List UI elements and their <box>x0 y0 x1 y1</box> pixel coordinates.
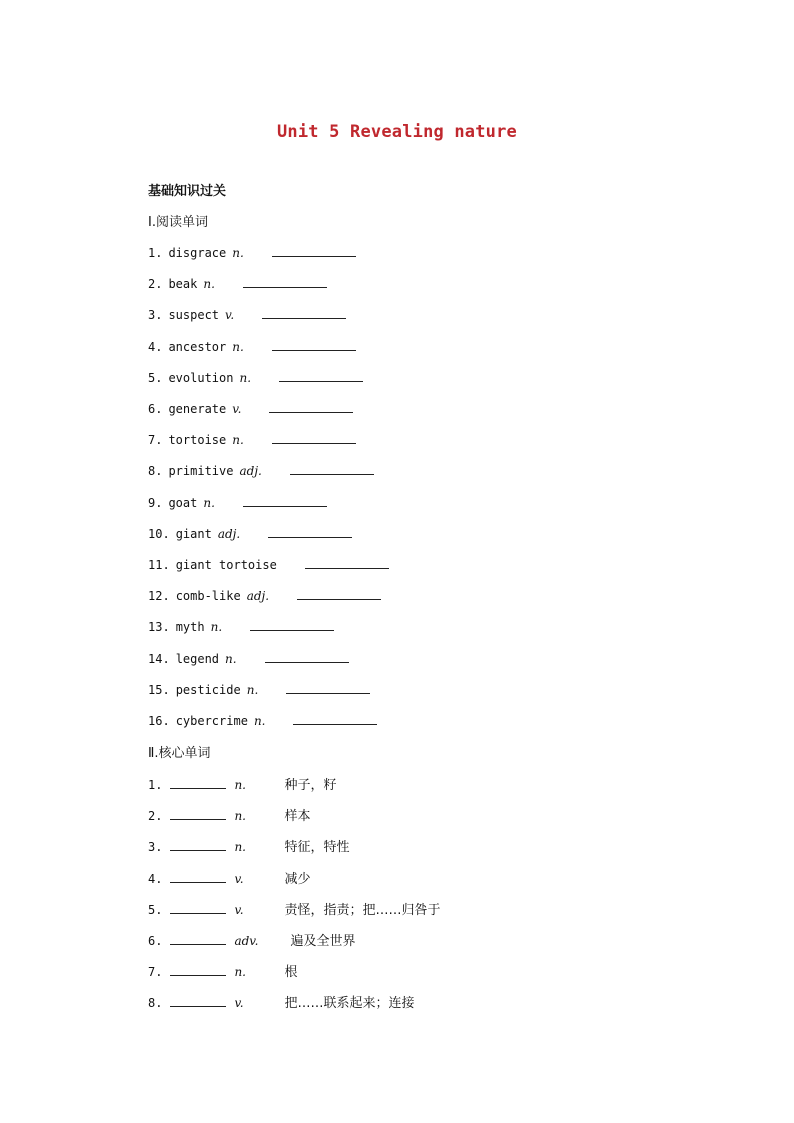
part-of-speech: n. <box>234 778 246 792</box>
part-of-speech: v. <box>232 402 242 416</box>
item-number: 8. <box>148 464 163 479</box>
item-number: 6. <box>148 402 163 416</box>
part-of-speech: adj. <box>217 526 241 541</box>
item-number: 14. <box>148 651 170 666</box>
answer-blank[interactable] <box>243 494 327 507</box>
item-number: 8. <box>148 996 163 1011</box>
item-number: 10. <box>148 526 170 541</box>
item-number: 1. <box>148 778 163 792</box>
reading-word-item <box>148 650 349 668</box>
answer-blank[interactable] <box>305 556 389 569</box>
english-word: comb-like <box>175 589 241 604</box>
reading-word-item <box>148 306 346 324</box>
item-number: 13. <box>148 620 170 635</box>
part-of-speech: v. <box>225 308 235 323</box>
item-number: 16. <box>148 714 170 728</box>
reading-word-item <box>148 587 381 605</box>
part-of-speech: n. <box>232 433 244 448</box>
item-number: 3. <box>148 840 163 855</box>
part-of-speech: n. <box>246 682 259 697</box>
core-word-item <box>148 961 297 979</box>
part-of-speech: n. <box>210 620 223 635</box>
item-number: 4. <box>148 339 163 354</box>
english-word: giant <box>175 526 212 541</box>
chinese-meaning: 根 <box>284 965 298 981</box>
part-of-speech: v. <box>234 902 244 917</box>
answer-blank[interactable] <box>262 306 346 319</box>
item-number: 3. <box>148 308 163 323</box>
answer-blank[interactable] <box>269 400 353 413</box>
answer-blank[interactable] <box>170 901 226 914</box>
chinese-meaning: 样本 <box>284 809 311 825</box>
chinese-meaning: 种子，籽 <box>284 778 337 793</box>
answer-blank[interactable] <box>297 587 381 600</box>
reading-word-item <box>148 369 363 387</box>
answer-blank[interactable] <box>170 807 226 820</box>
item-number: 5. <box>148 370 163 385</box>
english-word: goat <box>168 495 198 510</box>
part-of-speech: n. <box>225 651 237 666</box>
part-of-speech: adj. <box>246 589 270 604</box>
english-word: beak <box>168 277 198 292</box>
reading-word-item <box>148 244 356 262</box>
core-word-item <box>148 992 414 1010</box>
answer-blank[interactable] <box>170 870 226 883</box>
chinese-meaning: 责怪，指责；把……归咎于 <box>284 902 441 918</box>
answer-blank[interactable] <box>250 618 334 631</box>
english-word: legend <box>175 651 220 666</box>
core-word-item <box>148 805 310 823</box>
english-word: pesticide <box>175 682 241 697</box>
english-word: disgrace <box>168 246 227 260</box>
item-number: 5. <box>148 902 163 917</box>
item-number: 12. <box>148 589 170 604</box>
reading-word-item <box>148 712 377 730</box>
english-word: myth <box>175 620 205 635</box>
english-word: tortoise <box>168 433 227 448</box>
answer-blank[interactable] <box>265 650 349 663</box>
reading-word-item <box>148 618 334 636</box>
chinese-meaning: 特征，特性 <box>284 840 350 856</box>
reading-word-item <box>148 681 370 699</box>
chinese-meaning: 遍及全世界 <box>290 934 356 949</box>
reading-word-item <box>148 275 327 293</box>
part-of-speech: n. <box>203 495 215 510</box>
english-word: ancestor <box>168 339 227 354</box>
part-of-speech: n. <box>232 246 244 260</box>
item-number: 7. <box>148 965 163 980</box>
answer-blank[interactable] <box>170 776 226 789</box>
answer-blank[interactable] <box>286 681 370 694</box>
item-number: 7. <box>148 433 163 448</box>
reading-word-item <box>148 494 327 512</box>
answer-blank[interactable] <box>272 338 356 351</box>
reading-word-item <box>148 400 353 418</box>
item-number: 4. <box>148 871 163 886</box>
part-of-speech: adv. <box>234 934 259 948</box>
reading-word-item <box>148 431 356 449</box>
item-number: 9. <box>148 495 163 510</box>
part-of-speech: adj. <box>239 464 262 479</box>
part-of-speech: v. <box>234 871 244 886</box>
reading-word-item <box>148 556 389 574</box>
item-number: 2. <box>148 277 163 292</box>
answer-blank[interactable] <box>170 963 226 976</box>
part-of-speech: n. <box>203 277 215 292</box>
answer-blank[interactable] <box>170 994 226 1007</box>
section-heading: 基础知识过关 <box>148 184 227 199</box>
core-word-item <box>148 836 349 854</box>
english-word: generate <box>168 402 227 416</box>
english-word: primitive <box>168 464 234 479</box>
unit-title: Unit 5 Revealing nature <box>276 122 517 142</box>
core-word-item <box>148 930 355 948</box>
part1-heading: Ⅰ.阅读单词 <box>148 215 208 230</box>
chinese-meaning: 把……联系起来；连接 <box>284 996 415 1012</box>
item-number: 15. <box>148 682 170 697</box>
reading-word-item <box>148 525 352 543</box>
part-of-speech: n. <box>239 370 252 385</box>
answer-blank[interactable] <box>279 369 363 382</box>
answer-blank[interactable] <box>290 462 374 475</box>
item-number: 2. <box>148 809 163 824</box>
answer-blank[interactable] <box>293 712 377 725</box>
item-number: 6. <box>148 934 163 948</box>
answer-blank[interactable] <box>272 244 356 257</box>
answer-blank[interactable] <box>170 838 226 851</box>
english-word: giant tortoise <box>175 558 277 572</box>
part-of-speech: n. <box>234 840 246 855</box>
answer-blank[interactable] <box>243 275 327 288</box>
part-of-speech: n. <box>232 339 244 354</box>
answer-blank[interactable] <box>272 431 356 444</box>
core-word-item <box>148 868 310 886</box>
part-of-speech: v. <box>234 996 244 1011</box>
chinese-meaning: 减少 <box>284 871 311 887</box>
part-of-speech: n. <box>253 714 266 728</box>
english-word: evolution <box>168 370 234 385</box>
english-word: suspect <box>168 308 220 323</box>
answer-blank[interactable] <box>268 525 352 538</box>
item-number: 11. <box>148 558 170 572</box>
part-of-speech: n. <box>234 809 246 824</box>
part2-heading: Ⅱ.核心单词 <box>148 746 211 761</box>
core-word-item <box>148 899 440 917</box>
part-of-speech: n. <box>234 965 246 980</box>
reading-word-item <box>148 462 374 480</box>
answer-blank[interactable] <box>170 932 226 945</box>
item-number: 1. <box>148 246 163 260</box>
core-word-item <box>148 774 336 792</box>
english-word: cybercrime <box>175 714 248 728</box>
reading-word-item <box>148 338 356 356</box>
